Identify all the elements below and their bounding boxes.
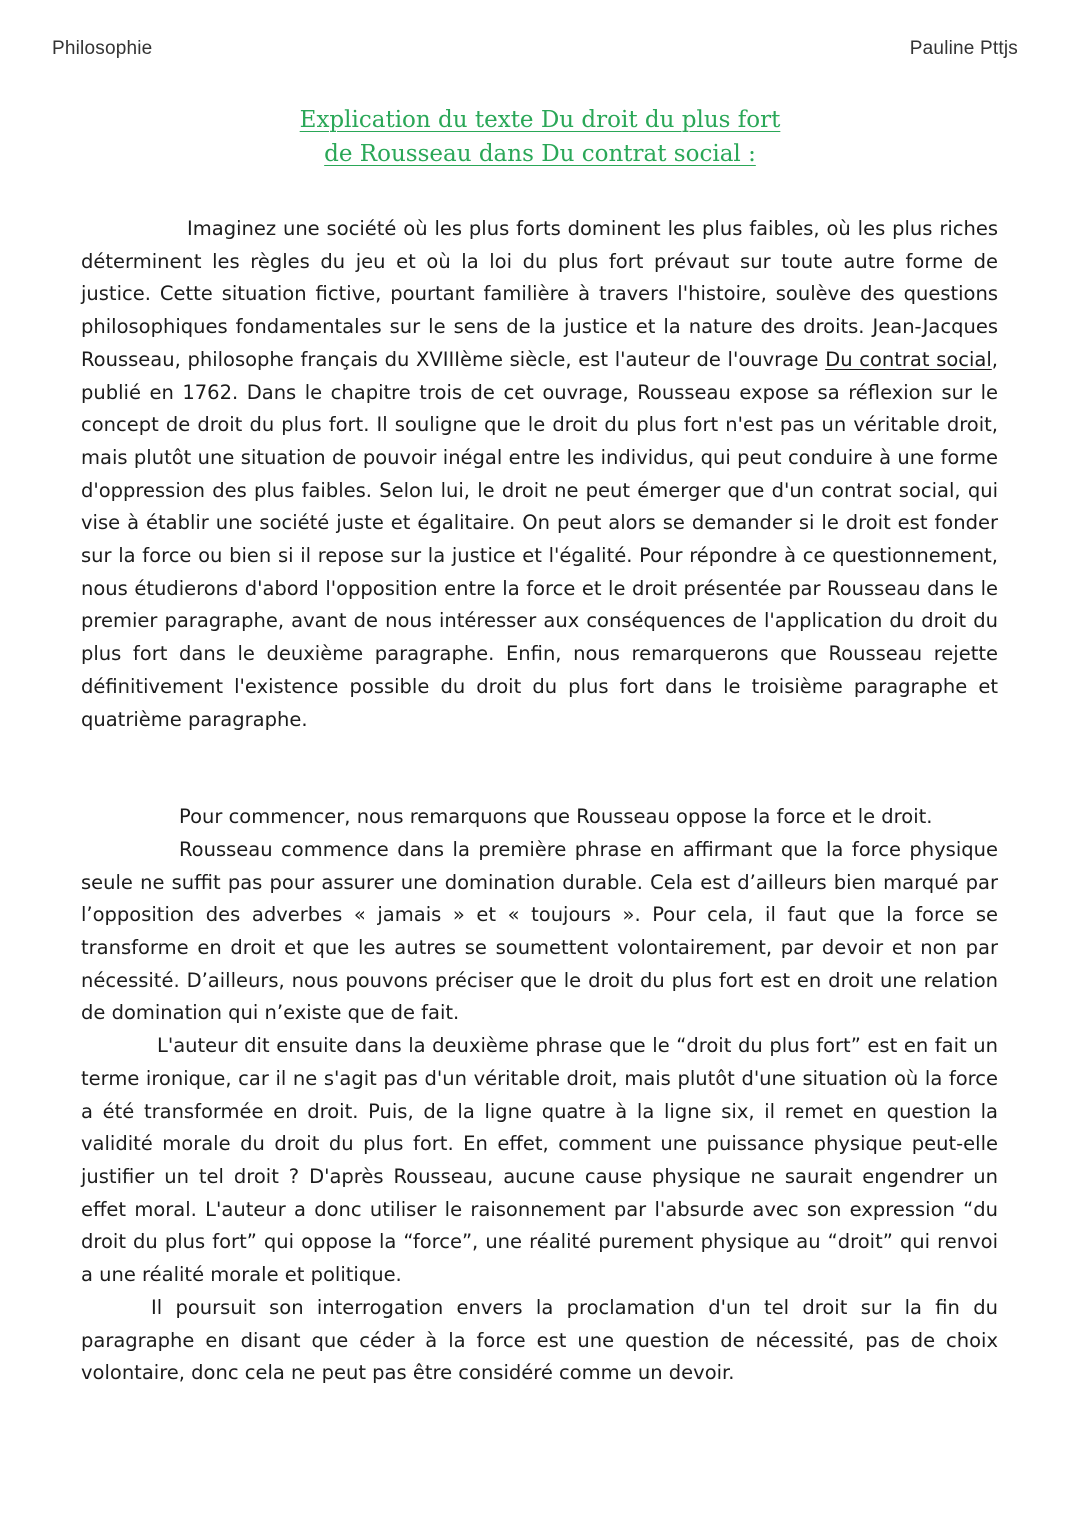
part1-paragraph-3: Il poursuit son interrogation envers la proclamation d'un tel droit sur la fin du paragraphe en disant que céder à la force est une question de nécessité, pas de choix volontaire, donc cela ne peut pas être considéré comme un devoir. bbox=[81, 1295, 998, 1385]
intro-text-after-work: , publié en 1762. Dans le chapitre trois de cet ouvrage, Rousseau expose sa réflexion sur le concept de droit du plus fort. Il souligne que le droit du plus fort n'est pas un véritable droit, mais plutôt une situation de pouvoir inégal entre les individus, qui peut conduire à une forme d'oppression des plus faibles. Selon lui, le droit ne peut émerger que d'un contrat social, qui vise à établir une société juste et égalitaire. On peut alors se demander si le droit est fonder sur la force ou bien si il repose sur la justice et l'égalité. Pour répondre à ce questionnement, nous étudierons d'abord l'opposition entre la force et le droit présentée par Rousseau dans le premier paragraphe, avant de nous intéresser aux conséquences de l'application du droit du plus fort dans le deuxième paragraphe. Enfin, nous remarquerons que Rousseau rejette définitivement l'existence possible du droit du plus fort dans le troisième paragraphe et quatrième paragraphe. bbox=[81, 347, 998, 731]
part1-heading: Pour commencer, nous remarquons que Rousseau oppose la force et le droit. bbox=[179, 805, 933, 829]
document-title bbox=[0, 103, 1080, 171]
author-label: Pauline Pttjs bbox=[909, 38, 1018, 59]
introduction-paragraph bbox=[81, 213, 998, 736]
subject-label: Philosophie bbox=[52, 38, 153, 59]
document-body bbox=[81, 213, 998, 1390]
title-line-2: de Rousseau dans Du contrat social : bbox=[324, 141, 756, 167]
title-line-1: Explication du texte Du droit du plus fort bbox=[299, 107, 781, 133]
part1-paragraph-1: Rousseau commence dans la première phrase en affirmant que la force physique seule ne suffit pas pour assurer une domination durable. Cela est d’ailleurs bien marqué par l’opposition des adverbes « jamais » et « toujours ». Pour cela, il faut que la force se transforme en droit et que les autres se soumettent volontairement, par devoir et non par nécessité. D’ailleurs, nous pouvons préciser que le droit du plus fort est en droit une relation de domination qui n’existe que de fait. bbox=[81, 837, 998, 1025]
page-header bbox=[52, 38, 1018, 60]
section-gap bbox=[81, 736, 998, 801]
work-title: Du contrat social bbox=[825, 347, 992, 371]
intro-text-before-work: Imaginez une société où les plus forts dominent les plus faibles, où les plus riches déterminent les règles du jeu et où la loi du plus fort prévaut sur toute autre forme de justice. Cette situation fictive, pourtant familière à travers l'histoire, soulève des questions philosophiques fondamentales sur le sens de la justice et la nature des droits. Jean-Jacques Rousseau, philosophe français du XVIIIème siècle, est l'auteur de l'ouvrage bbox=[81, 217, 998, 371]
part1-paragraph-2: L'auteur dit ensuite dans la deuxième phrase que le “droit du plus fort” est en fait un terme ironique, car il ne s'agit pas d'un véritable droit, mais plutôt d'une situation où la force a été transformée en droit. Puis, de la ligne quatre à la ligne six, il remet en question la validité morale du droit du plus fort. En effet, comment une puissance physique peut-elle justifier un tel droit ? D'après Rousseau, aucune cause physique ne saurait engendrer un effet moral. L'auteur a donc utiliser le raisonnement par l'absurde avec son expression “du droit du plus fort” qui oppose la “force”, une réalité purement physique au “droit” qui renvoi a une réalité morale et politique. bbox=[81, 1034, 998, 1287]
